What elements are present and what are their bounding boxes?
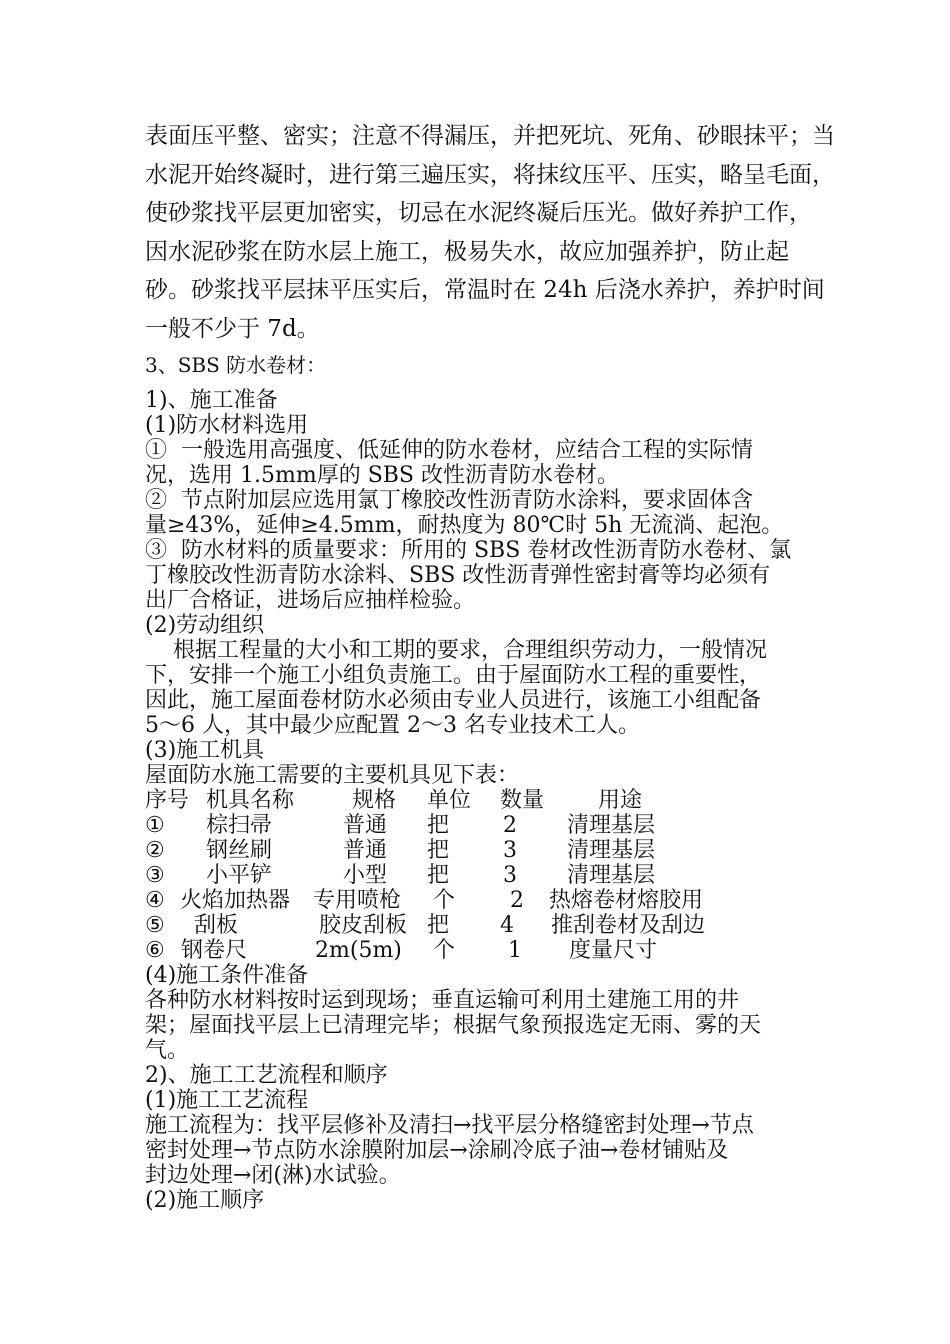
paragraph-line: 气。 xyxy=(145,1038,190,1063)
table-header-cell: 规格 xyxy=(352,788,397,813)
table-cell: 3 xyxy=(503,863,517,888)
subsection-heading: (1)防水材料选用 xyxy=(145,413,309,438)
table-cell: ③ xyxy=(145,863,165,888)
paragraph-line: ① 一般选用高强度、低延伸的防水卷材，应结合工程的实际情 xyxy=(145,438,753,463)
table-cell: 钢丝刷 xyxy=(206,838,273,863)
table-cell: 把 xyxy=(427,863,450,888)
paragraph-line: ② 节点附加层应选用氯丁橡胶改性沥青防水涂料，要求固体含 xyxy=(145,488,753,513)
table-header-cell: 用途 xyxy=(598,788,643,813)
table-cell: 专用喷枪 xyxy=(313,888,402,913)
table-cell: 把 xyxy=(427,913,450,938)
section-heading: 3、SBS 防水卷材： xyxy=(145,353,327,377)
table-cell: ① xyxy=(145,813,165,838)
paragraph-line: 表面压平整、密实；注意不得漏压，并把死坑、死角、砂眼抹平；当 xyxy=(145,123,835,149)
paragraph-line: 架；屋面找平层上已清理完毕；根据气象预报选定无雨、雾的天 xyxy=(145,1013,762,1038)
table-header-cell: 机具名称 xyxy=(206,788,295,813)
table-cell: 1 xyxy=(508,938,522,963)
subsection-heading: (4)施工条件准备 xyxy=(145,963,309,988)
table-cell: 普通 xyxy=(343,813,388,838)
subsection-heading: (2)施工顺序 xyxy=(145,1188,265,1213)
paragraph-line: 各种防水材料按时运到现场；垂直运输可利用土建施工用的井 xyxy=(145,988,740,1013)
paragraph-line: 况，选用 1.5mm厚的 SBS 改性沥青防水卷材。 xyxy=(145,463,620,488)
paragraph-line: 根据工程量的大小和工期的要求，合理组织劳动力，一般情况 xyxy=(145,638,767,663)
table-cell: 棕扫帚 xyxy=(206,813,273,838)
paragraph-line: 施工流程为：找平层修补及清扫→找平层分格缝密封处理→节点 xyxy=(145,1113,754,1138)
paragraph-line: 因水泥砂浆在防水层上施工，极易失水，故应加强养护，防止起 xyxy=(145,239,789,265)
subsection-heading: (3)施工机具 xyxy=(145,738,265,763)
table-cell: ⑤ xyxy=(145,913,165,938)
table-cell: 清理基层 xyxy=(567,813,656,838)
table-cell: 热熔卷材熔胶用 xyxy=(549,888,704,913)
subsection-heading: (1)施工工艺流程 xyxy=(145,1088,309,1113)
paragraph-line: 一般不少于 7d。 xyxy=(145,316,320,342)
subsection-heading: 1)、施工准备 xyxy=(145,388,278,413)
table-cell: 小平铲 xyxy=(206,863,273,888)
table-cell: 刮板 xyxy=(194,913,239,938)
table-cell: 清理基层 xyxy=(567,863,656,888)
table-cell: 把 xyxy=(427,838,450,863)
paragraph-line: 出厂合格证，进场后应抽样检验。 xyxy=(145,588,476,613)
paragraph-line: 因此，施工屋面卷材防水必须由专业人员进行，该施工小组配备 xyxy=(145,688,762,713)
subsection-heading: (2)劳动组织 xyxy=(145,613,265,638)
paragraph-line: 使砂浆找平层更加密实，切忌在水泥终凝后压光。做好养护工作， xyxy=(145,200,812,226)
paragraph-line: 密封处理→节点防水涂膜附加层→涂刷冷底子油→卷材铺贴及 xyxy=(145,1138,729,1163)
table-header-cell: 序号 xyxy=(145,788,190,813)
paragraph-line: 丁橡胶改性沥青防水涂料、SBS 改性沥青弹性密封膏等均必须有 xyxy=(145,563,771,588)
paragraph-line: 5～6 人，其中最少应配置 2～3 名专业技术工人。 xyxy=(145,713,640,738)
table-cell: 度量尺寸 xyxy=(569,938,658,963)
table-cell: 个 xyxy=(433,888,456,913)
table-cell: 钢卷尺 xyxy=(181,938,248,963)
subsection-heading: 2)、施工工艺流程和顺序 xyxy=(145,1063,388,1088)
paragraph-line: ③ 防水材料的质量要求：所用的 SBS 卷材改性沥青防水卷材、氯 xyxy=(145,538,792,563)
table-cell: 2 xyxy=(503,813,517,838)
paragraph-line: 下，安排一个施工小组负责施工。由于屋面防水工程的重要性， xyxy=(145,663,762,688)
table-header-cell: 数量 xyxy=(500,788,545,813)
table-cell: 4 xyxy=(500,913,514,938)
table-cell: 2m(5m) xyxy=(315,938,402,963)
table-cell: ② xyxy=(145,838,165,863)
table-cell: 2 xyxy=(510,888,524,913)
table-cell: 个 xyxy=(433,938,456,963)
table-cell: 3 xyxy=(503,838,517,863)
paragraph-line: 水泥开始终凝时，进行第三遍压实，将抹纹压平、压实，略呈毛面， xyxy=(145,162,835,188)
table-cell: 小型 xyxy=(343,863,388,888)
table-cell: 把 xyxy=(427,813,450,838)
table-cell: 普通 xyxy=(343,838,388,863)
paragraph-line: 屋面防水施工需要的主要机具见下表： xyxy=(145,763,520,788)
paragraph-line: 封边处理→闭(淋)水试验。 xyxy=(145,1163,401,1188)
table-cell: 清理基层 xyxy=(567,838,656,863)
table-cell: 胶皮刮板 xyxy=(319,913,408,938)
table-cell: ④ xyxy=(145,888,165,913)
table-cell: 推刮卷材及刮边 xyxy=(551,913,706,938)
table-cell: ⑥ xyxy=(145,938,165,963)
table-header-cell: 单位 xyxy=(427,788,472,813)
paragraph-line: 砂。砂浆找平层抹平压实后，常温时在 24h 后浇水养护，养护时间 xyxy=(145,277,825,303)
table-cell: 火焰加热器 xyxy=(180,888,291,913)
paragraph-line: 量≥43%，延伸≥4.5mm，耐热度为 80℃时 5h 无流淌、起泡。 xyxy=(145,513,784,538)
